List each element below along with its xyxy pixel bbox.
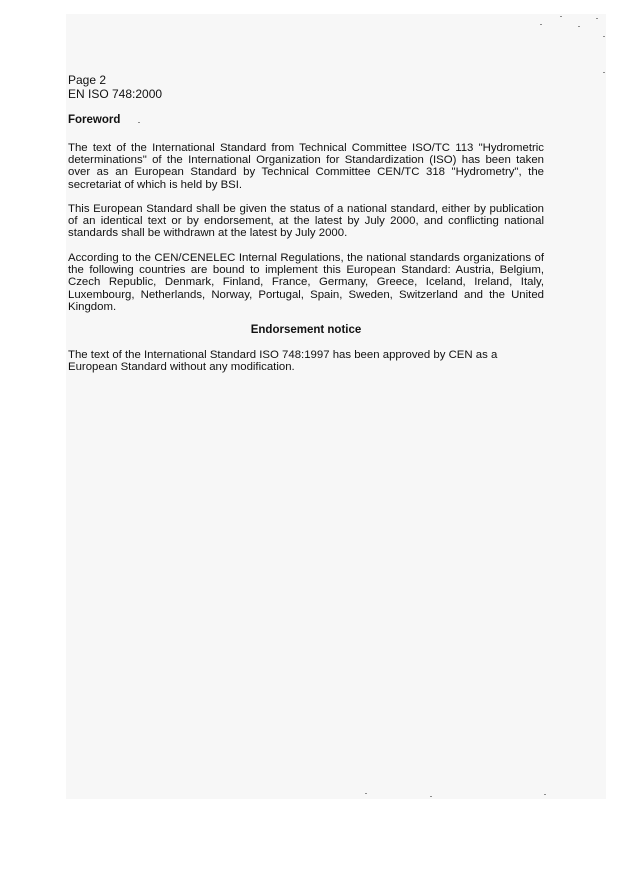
scanned-sheet <box>66 14 606 799</box>
scan-speck <box>603 36 605 37</box>
page-number: Page 2 <box>68 73 107 87</box>
foreword-paragraph-1: The text of the International Standard from Technical Committee ISO/TC 113 "Hydrometric determinations" of the International Organization for Standardization (ISO) has been taken over as an European Standard by Technical Committee CEN/TC 318 "Hydrometry", the secretariat of which is held by BSI. <box>68 142 544 191</box>
scan-speck <box>596 18 598 19</box>
scan-speck <box>603 72 605 73</box>
scan-speck <box>430 796 432 797</box>
foreword-heading: Foreword <box>68 114 121 126</box>
scan-speck <box>138 122 140 123</box>
page-header <box>68 73 162 101</box>
endorsement-paragraph: The text of the International Standard ISO 748:1997 has been approved by CEN as a European Standard without any modification. <box>68 349 498 374</box>
foreword-paragraph-2: This European Standard shall be given the status of a national standard, either by publication of an identical text or by endorsement, at the latest by July 2000, and conflicting national standards shall be withdrawn at the latest by July 2000. <box>68 203 544 240</box>
foreword-paragraph-3: According to the CEN/CENELEC Internal Regulations, the national standards organizations of the following countries are bound to implement this European Standard: Austria, Belgium, Czech Republic, Denmark, Finland, France, Germany, Greece, Iceland, Ireland, Italy, Luxembourg, Netherlands, Norway, Portugal, Spain, Sweden, Switzerland and the United Kingdom. <box>68 252 544 313</box>
standard-identifier: EN ISO 748:2000 <box>68 87 163 101</box>
endorsement-heading: Endorsement notice <box>250 324 362 336</box>
scan-speck <box>560 16 562 17</box>
scan-speck <box>540 24 542 25</box>
scan-speck <box>544 794 546 795</box>
scan-speck <box>365 793 367 794</box>
scan-speck <box>578 26 580 27</box>
